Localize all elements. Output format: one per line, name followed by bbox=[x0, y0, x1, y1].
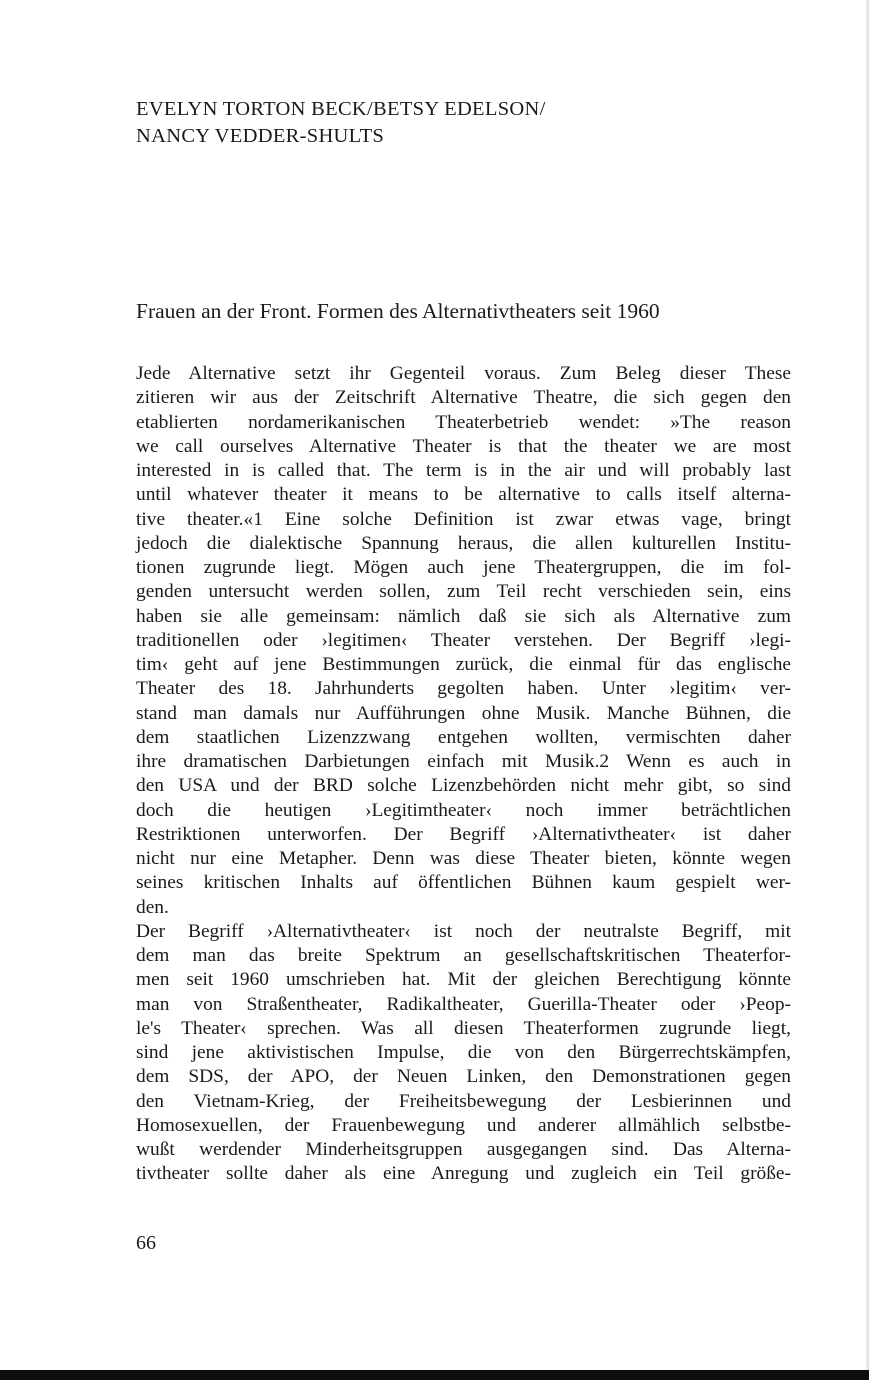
article-title: Frauen an der Front. Formen des Alternativtheaters seit 1960 bbox=[136, 299, 660, 323]
text-line: den USA und der BRD solche Lizenzbehörden nicht mehr gibt, so sind bbox=[136, 775, 791, 797]
text-line: men seit 1960 umschrieben hat. Mit der gleichen Berechtigung könnte bbox=[136, 969, 791, 991]
text-line: traditionellen oder ›legitimen‹ Theater verstehen. Der Begriff ›legi- bbox=[136, 629, 791, 651]
text-line: Jede Alternative setzt ihr Gegenteil voraus. Zum Beleg dieser These bbox=[136, 363, 791, 384]
page-edge-shadow bbox=[865, 0, 869, 1380]
text-line: ihre dramatischen Darbietungen einfach mit Musik.2 Wenn es auch in bbox=[136, 751, 791, 772]
text-line: genden untersucht werden sollen, zum Teil recht verschieden sein, eins bbox=[136, 581, 791, 603]
text-line: etablierten nordamerikanischen Theaterbetrieb wendet: »The reason bbox=[136, 411, 791, 433]
text-line: Homosexuellen, der Frauenbewegung und anderer allmählich selbstbe- bbox=[136, 1114, 791, 1136]
author-line: NANCY VEDDER-SHULTS bbox=[136, 125, 385, 147]
text-line: wußt werdender Minderheitsgruppen ausgegangen sind. Das Alterna- bbox=[136, 1139, 791, 1160]
text-line: doch die heutigen ›Legitimtheater‹ noch immer beträchtlichen bbox=[136, 799, 791, 821]
text-line: den Vietnam-Krieg, der Freiheitsbewegung der Lesbierinnen und bbox=[136, 1090, 791, 1112]
text-line: tim‹ geht auf jene Bestimmungen zurück, die einmal für das englische bbox=[136, 654, 791, 675]
text-line: nicht nur eine Metapher. Denn was diese Theater bieten, könnte wegen bbox=[136, 848, 791, 869]
text-line: interested in is called that. The term is in the air und will probably last bbox=[136, 460, 791, 481]
text-line: den. bbox=[136, 896, 169, 918]
text-line: zitieren wir aus der Zeitschrift Alternative Theatre, die sich gegen den bbox=[136, 387, 791, 409]
article-body bbox=[136, 362, 791, 1187]
author-header bbox=[136, 96, 756, 150]
text-line: seines kritischen Inhalts auf öffentlichen Bühnen kaum gespielt wer- bbox=[136, 872, 791, 894]
text-line: Theater des 18. Jahrhunderts gegolten haben. Unter ›legitim‹ ver- bbox=[136, 678, 791, 700]
text-line: tivtheater sollte daher als eine Anregung und zugleich ein Teil größe- bbox=[136, 1163, 791, 1185]
text-line: dem SDS, der APO, der Neuen Linken, den Demonstrationen gegen bbox=[136, 1066, 791, 1088]
text-line: dem staatlichen Lizenzzwang entgehen wollten, vermischten daher bbox=[136, 726, 791, 748]
author-line: EVELYN TORTON BECK/BETSY EDELSON/ bbox=[136, 98, 546, 120]
text-line: Restriktionen unterworfen. Der Begriff ›Alternativtheater‹ ist daher bbox=[136, 823, 791, 845]
text-line: haben sie alle gemeinsam: nämlich daß sie sich als Alternative zum bbox=[136, 605, 791, 627]
text-line: sind jene aktivistischen Impulse, die von den Bürgerrechtskämpfen, bbox=[136, 1042, 791, 1063]
text-line: stand man damals nur Aufführungen ohne Musik. Manche Bühnen, die bbox=[136, 702, 791, 724]
text-line: Der Begriff ›Alternativtheater‹ ist noch der neutralste Begriff, mit bbox=[136, 920, 791, 942]
text-line: until whatever theater it means to be alternative to calls itself alterna- bbox=[136, 484, 791, 506]
text-line: we call ourselves Alternative Theater is that the theater we are most bbox=[136, 435, 791, 457]
text-line: tionen zugrunde liegt. Mögen auch jene Theatergruppen, die im fol- bbox=[136, 557, 791, 578]
text-line: le's Theater‹ sprechen. Was all diesen Theaterformen zugrunde liegt, bbox=[136, 1017, 791, 1039]
text-line: man von Straßentheater, Radikaltheater, Guerilla-Theater oder ›Peop- bbox=[136, 993, 791, 1015]
text-line: dem man das breite Spektrum an gesellschaftskritischen Theaterfor- bbox=[136, 945, 791, 966]
text-line: tive theater.«1 Eine solche Definition ist zwar etwas vage, bringt bbox=[136, 508, 791, 530]
page-number: 66 bbox=[136, 1232, 156, 1254]
text-line: jedoch die dialektische Spannung heraus, die allen kulturellen Institu- bbox=[136, 532, 791, 554]
scan-bottom-border bbox=[0, 1370, 869, 1380]
